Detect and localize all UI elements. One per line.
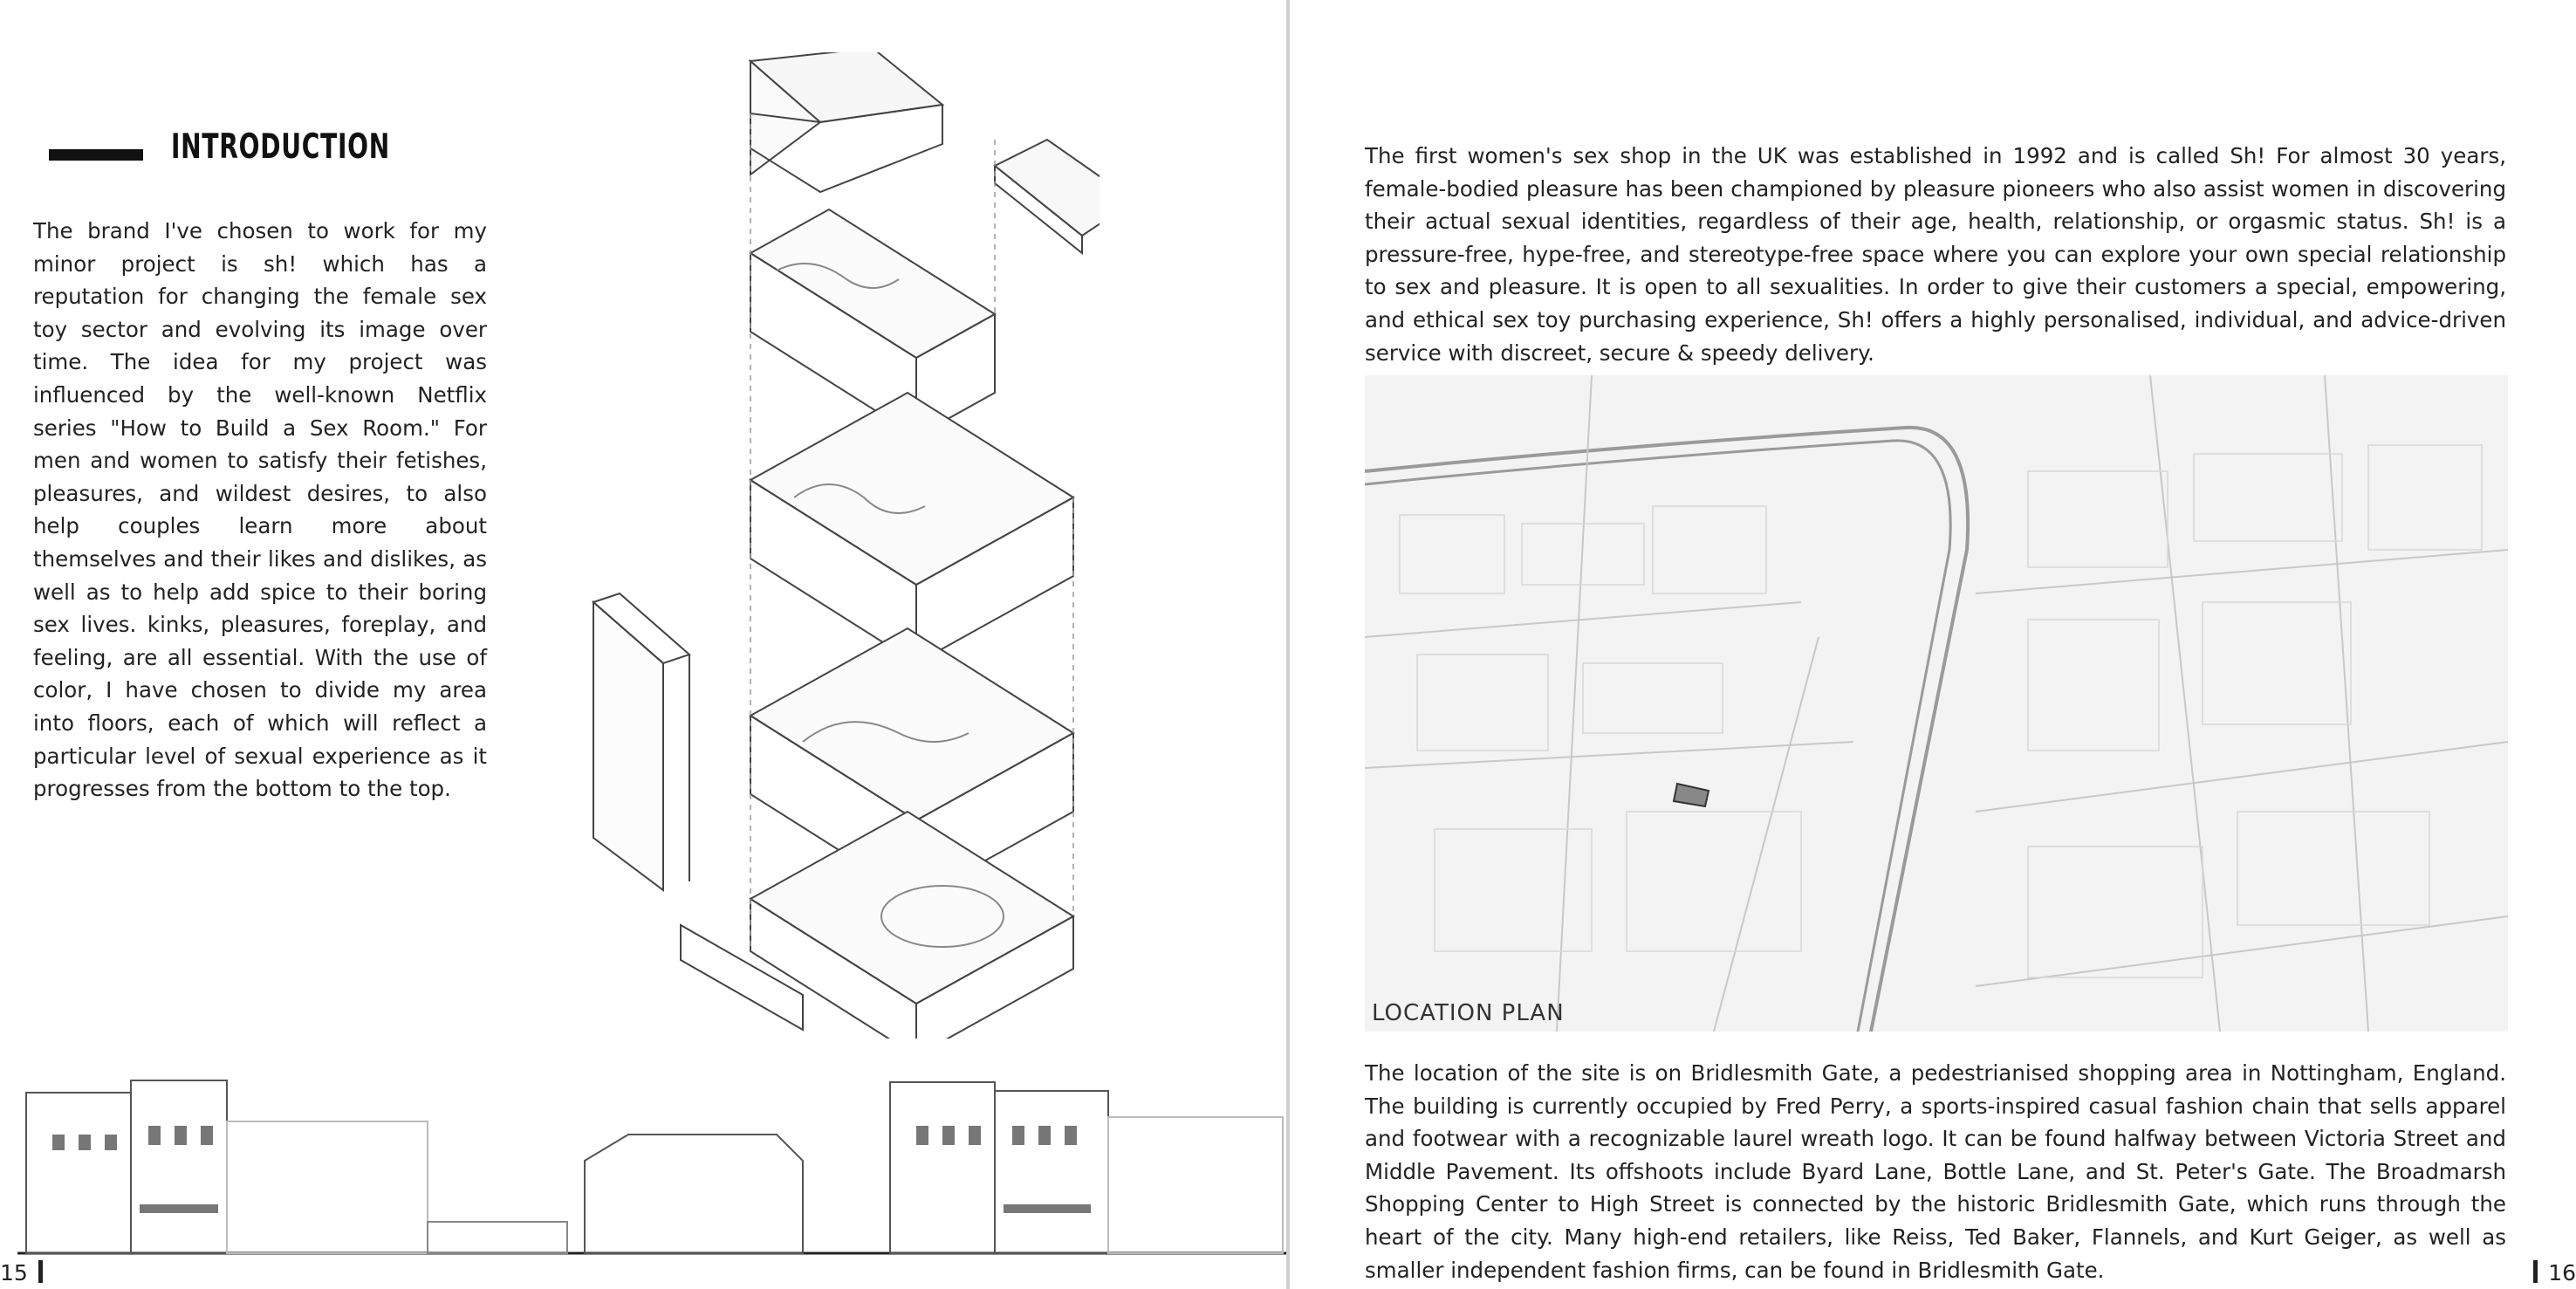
location-plan-label: LOCATION PLAN bbox=[1372, 1000, 1565, 1026]
location-plan-map bbox=[1365, 375, 2508, 1032]
left-page bbox=[0, 0, 1286, 1289]
page-number-rule-left bbox=[38, 1260, 43, 1283]
page-number-right: 16 bbox=[2548, 1260, 2576, 1286]
section-heading: INTRODUCTION bbox=[171, 127, 390, 167]
map-drawing bbox=[1365, 375, 2508, 1032]
sh-history-paragraph: The first women's sex shop in the UK was established in 1992 and is called Sh! For almost 30 years, female-bodied pleasure has been championed by pleasure pioneers who also assist women in discovering their actual sexual identities, regardless of their age, health, relationship, or orgasmic status. Sh! is a pressure-free, hype-free, and stereotype-free space where you can explore your own special relationship to sex and pleasure. It is open to all sexualities. In order to give their customers a special, empowering, and ethical sex toy purchasing experience, Sh! offers a highly personalised, individual, and advice-driven service with discreet, secure & speedy delivery. bbox=[1365, 143, 2506, 366]
street-elevation-drawing bbox=[17, 1073, 1286, 1257]
site-marker bbox=[1674, 784, 1709, 806]
intro-paragraph: The brand I've chosen to work for my minor project is sh! which has a reputation for changing the female sex toy sector and evolving its image over time. The idea for my project was influenced by the well-known Netflix series "How to Build a Sex Room." For men and women to satisfy their fetishes, pleasures, and wildest desires, to also help couples learn more about themselves and their likes and dislikes, as well as to help add spice to their boring sex lives. kinks, pleasures, foreplay, and feeling, are all essential. With the use of color, I have chosen to divide my area into floors, each of which will reflect a particular level of sexual experience as it progresses from the bottom to the top. bbox=[33, 218, 487, 802]
right-page bbox=[1290, 0, 2576, 1289]
page-number-left: 15 bbox=[0, 1260, 28, 1286]
page-number-rule-right bbox=[2533, 1260, 2538, 1283]
heading-rule bbox=[49, 149, 143, 161]
exploded-axonometric-drawing bbox=[576, 52, 1100, 1039]
site-location-paragraph: The location of the site is on Bridlesmith Gate, a pedestrianised shopping area in Nottingham, England. The building is currently occupied by Fred Perry, a sports-inspired casual fashion chain that sells apparel and footwear with a recognizable laurel wreath logo. It can be found halfway between Victoria Street and Middle Pavement. Its offshoots include Byard Lane, Bottle Lane, and St. Peter's Gate. The Broadmarsh Shopping Center to High Street is connected by the historic Bridlesmith Gate, which runs through the heart of the city. Many high-end retailers, like Reiss, Ted Baker, Flannels, and Kurt Geiger, as well as smaller independent fashion firms, can be found in Bridlesmith Gate. bbox=[1365, 1060, 2506, 1283]
